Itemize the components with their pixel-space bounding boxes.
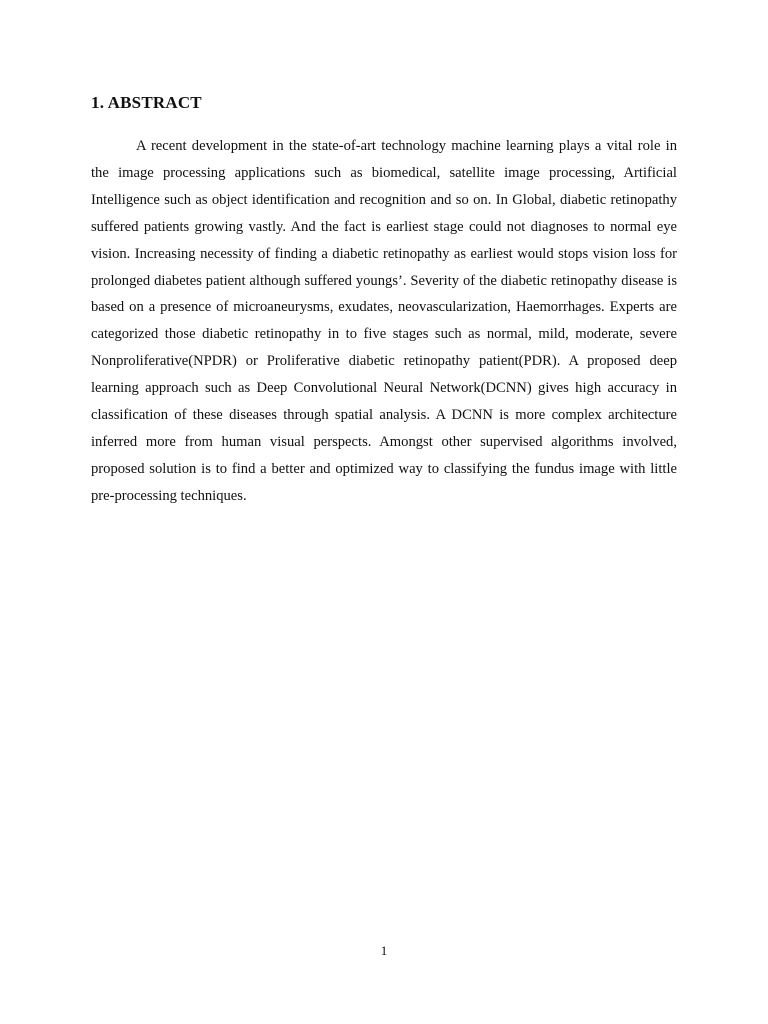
- abstract-paragraph: A recent development in the state-of-art technology machine learning plays a vital role in the image processing applications such as biomedical, satellite image processing, Artificial Intelligence such as object identification and recognition and so on. In Global, diabetic retinopathy suffered patients growing vastly. And the fact is earliest stage could not diagnoses to normal eye vision. Increasing necessity of finding a diabetic retinopathy as earliest would stops vision loss for prolonged diabetes patient although suffered youngs’. Severity of the diabetic retinopathy disease is based on a presence of microaneurysms, exudates, neovascularization, Haemorrhages. Experts are categorized those diabetic retinopathy in to five stages such as normal, mild, moderate, severe Nonproliferative(NPDR) or Proliferative diabetic retinopathy patient(PDR). A proposed deep learning approach such as Deep Convolutional Neural Network(DCNN) gives high accuracy in classification of these diseases through spatial analysis. A DCNN is more complex architecture inferred more from human visual perspects. Amongst other supervised algorithms involved, proposed solution is to find a better and optimized way to classifying the fundus image with little pre-processing techniques.: [91, 138, 677, 504]
- page-number: 1: [380, 943, 388, 958]
- section-heading: 1. ABSTRACT: [91, 93, 202, 112]
